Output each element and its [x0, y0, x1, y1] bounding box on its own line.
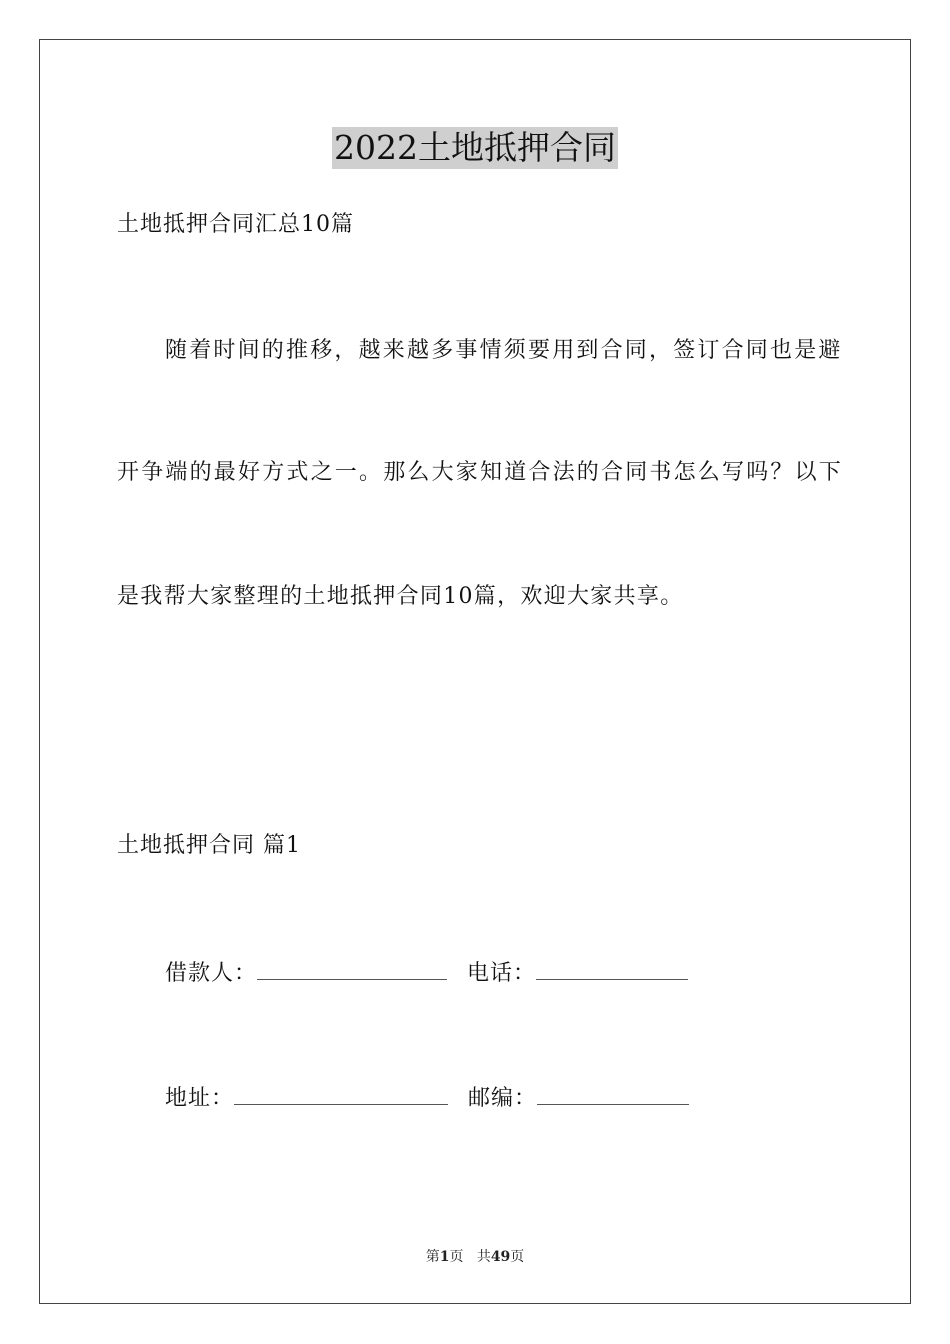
postcode-field-blank	[537, 1082, 689, 1105]
total-suffix: 页	[510, 1249, 525, 1265]
borrower-field-blank	[257, 957, 447, 980]
page-prefix: 第	[425, 1249, 440, 1265]
address-label: 地址：	[165, 1086, 235, 1111]
phone-field-blank	[536, 957, 688, 980]
total-pages: 49	[490, 1249, 511, 1265]
page-number: 1	[439, 1249, 450, 1265]
form-row-borrower-phone	[165, 957, 688, 989]
phone-label: 电话：	[467, 961, 537, 986]
paragraph-line-1: 随着时间的推移，越来越多事情须要用到合同，签订合同也是避	[165, 338, 843, 363]
document-title-wrapper	[0, 127, 950, 169]
form-row-address-postcode	[165, 1082, 689, 1114]
borrower-label: 借款人：	[165, 961, 258, 986]
paragraph-line-3: 是我帮大家整理的土地抵押合同10篇，欢迎大家共享。	[117, 584, 684, 609]
section-heading: 土地抵押合同 篇1	[117, 833, 301, 858]
address-field-blank	[234, 1082, 448, 1105]
total-prefix: 共	[476, 1249, 491, 1265]
paragraph-line-2: 开争端的最好方式之一。那么大家知道合法的合同书怎么写吗？以下	[117, 460, 844, 485]
page-footer	[0, 1248, 950, 1266]
document-title: 2022土地抵押合同	[334, 128, 616, 167]
postcode-label: 邮编：	[468, 1086, 538, 1111]
document-subtitle: 土地抵押合同汇总10篇	[117, 212, 354, 237]
page-suffix: 页	[449, 1249, 464, 1265]
